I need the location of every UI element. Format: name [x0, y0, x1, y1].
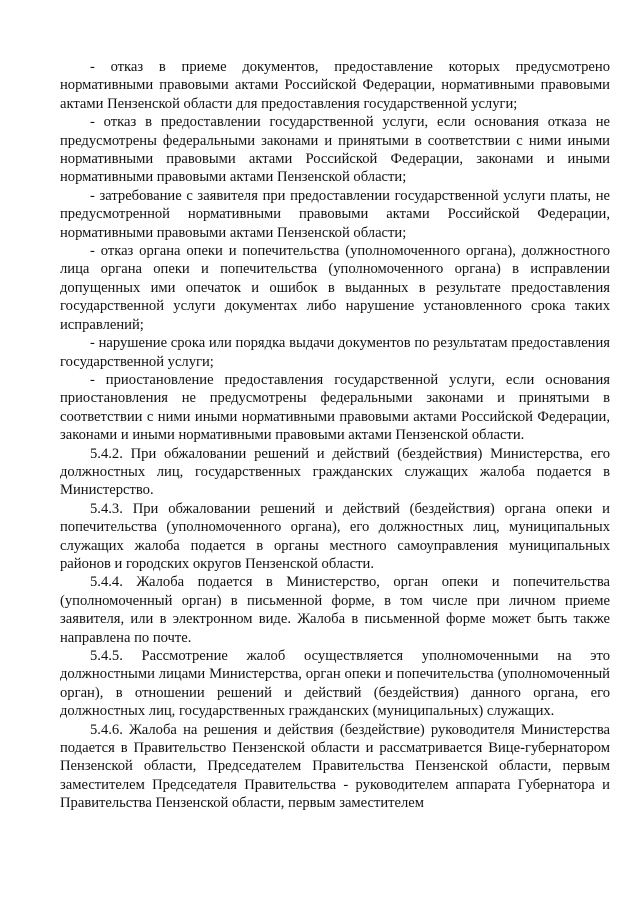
- paragraph-fee-demand: - затребование с заявителя при предоставлении государственной услуги платы, не предусмотренной нормативными правовыми актами Российской Федерации, нормативными правовыми актами Пензенской области;: [60, 187, 610, 241]
- paragraph-5-4-5: 5.4.5. Рассмотрение жалоб осуществляется уполномоченными на это должностными лицами Министерства, орган опеки и попечительства (уполномоченный орган), в отношении решений и действий (бездействия) данного органа, его должностных лиц, государственных гражданских (муниципальных) служащих.: [60, 648, 610, 720]
- document-page: [60, 58, 610, 813]
- paragraph-5-4-6: 5.4.6. Жалоба на решения и действия (бездействие) руководителя Министерства подается в Правительство Пензенской области и рассматривается Вице-губернатором Пензенской области, Председателем Правительства Пензенской области, первым заместителем Председателя Правительства - руководителем аппарата Губернатора и Правительства Пензенской области, первым заместителем: [60, 721, 610, 812]
- paragraph-5-4-3: 5.4.3. При обжаловании решений и действий (бездействия) органа опеки и попечительства (уполномоченного органа), его должностных лиц, муниципальных служащих жалоба подается в органы местного самоуправления муниципальных районов и городских округов Пензенской области.: [60, 500, 610, 572]
- paragraph-5-4-2: 5.4.2. При обжаловании решений и действий (бездействия) Министерства, его должностных лиц, государственных гражданских служащих жалоба подается в Министерство.: [60, 445, 610, 499]
- paragraph-refusal-documents: - отказ в приеме документов, предоставление которых предусмотрено нормативными правовыми актами Российской Федерации, нормативными правовыми актами Пензенской области для предоставления государственной услуги;: [60, 59, 610, 112]
- paragraph-refusal-service: - отказ в предоставлении государственной услуги, если основания отказа не предусмотрены федеральными законами и принятыми в соответствии с ними иными нормативными правовыми актами Российской Федерации, законами и иными нормативными правовыми актами Пензенской области;: [60, 114, 610, 186]
- paragraph-5-4-4: 5.4.4. Жалоба подается в Министерство, орган опеки и попечительства (уполномоченный орган) в письменной форме, в том числе при личном приеме заявителя, или в электронном виде. Жалоба в письменной форме может быть также направлена по почте.: [60, 574, 610, 646]
- paragraph-suspension: - приостановление предоставления государственной услуги, если основания приостановления не предусмотрены федеральными законами и принятыми в соответствии с ними иными нормативными правовыми актами Российской Федерации, законами и иными нормативными правовыми актами Пензенской области.: [60, 371, 610, 444]
- paragraph-correction-refusal: - отказ органа опеки и попечительства (уполномоченного органа), должностного лица органа опеки и попечительства (уполномоченного органа) в исправлении допущенных ими опечаток и ошибок в выданных в результате предоставления государственной услуги документах либо нарушение установленного срока таких исправлений;: [60, 243, 610, 333]
- paragraph-issue-deadline: - нарушение срока или порядка выдачи документов по результатам предоставления государственной услуги;: [60, 335, 610, 370]
